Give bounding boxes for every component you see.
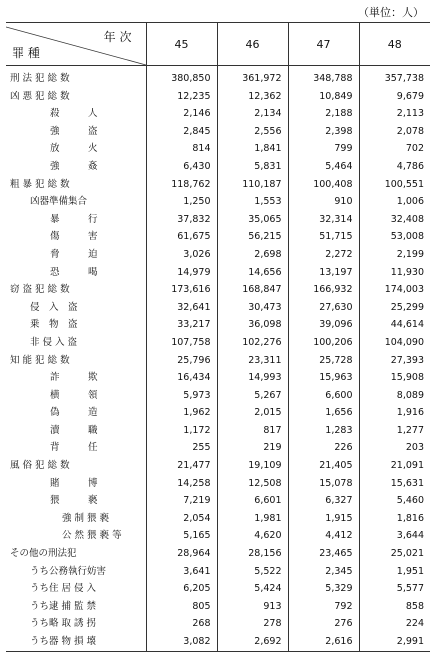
value-cell-46: 2,134: [217, 105, 288, 123]
value-cell-45: 25,796: [146, 352, 217, 370]
table-row: [6, 422, 430, 440]
row-label: 公 然 猥 褻 等: [62, 530, 122, 542]
table-row: [6, 387, 430, 405]
value-cell-48: 702: [359, 140, 430, 158]
value-cell-47: 5,464: [288, 158, 359, 176]
table-row: [6, 66, 430, 88]
value-cell-45: 3,026: [146, 246, 217, 264]
table-row: [6, 246, 430, 264]
value-cell-47: 15,963: [288, 369, 359, 387]
table-row: [6, 88, 430, 106]
table-row: [6, 545, 430, 563]
value-cell-46: 168,847: [217, 281, 288, 299]
row-label: 強 制 猥 褻: [62, 512, 110, 524]
value-cell-47: 2,188: [288, 105, 359, 123]
value-cell-45: 255: [146, 439, 217, 457]
table-row: [6, 193, 430, 211]
value-cell-48: 9,679: [359, 88, 430, 106]
row-label: 猥 褻: [50, 495, 98, 507]
value-cell-48: 15,908: [359, 369, 430, 387]
value-cell-47: 27,630: [288, 299, 359, 317]
value-cell-48: 2,078: [359, 123, 430, 141]
value-cell-46: 1,841: [217, 140, 288, 158]
corner-header-cell: [6, 23, 146, 66]
value-cell-46: 2,556: [217, 123, 288, 141]
value-cell-48: 100,551: [359, 176, 430, 194]
table-row: [6, 299, 430, 317]
table-row: [6, 492, 430, 510]
value-cell-45: 2,845: [146, 123, 217, 141]
value-cell-48: 858: [359, 598, 430, 616]
row-label: うち公務執行妨害: [30, 565, 107, 577]
row-label: 殺 人: [50, 108, 98, 120]
row-label: うち逮 捕 監 禁: [30, 600, 97, 612]
table-row: [6, 158, 430, 176]
value-cell-48: 27,393: [359, 352, 430, 370]
value-cell-47: 32,314: [288, 211, 359, 229]
value-cell-48: 174,003: [359, 281, 430, 299]
header-row: [6, 23, 430, 66]
value-cell-46: 35,065: [217, 211, 288, 229]
table-row: [6, 580, 430, 598]
row-label: 横 領: [50, 389, 98, 401]
value-cell-46: 5,522: [217, 563, 288, 581]
value-cell-46: 5,267: [217, 387, 288, 405]
value-cell-45: 32,641: [146, 299, 217, 317]
row-label: うち略 取 誘 拐: [30, 618, 97, 630]
value-cell-46: 278: [217, 615, 288, 633]
value-cell-47: 15,078: [288, 475, 359, 493]
value-cell-45: 5,165: [146, 527, 217, 545]
table-row: [6, 527, 430, 545]
value-cell-45: 21,477: [146, 457, 217, 475]
table-row: [6, 439, 430, 457]
value-cell-47: 6,327: [288, 492, 359, 510]
row-label: 偽 造: [50, 407, 98, 419]
value-cell-45: 61,675: [146, 228, 217, 246]
year-axis-label: 年 次: [103, 30, 132, 44]
value-cell-45: 107,758: [146, 334, 217, 352]
value-cell-47: 910: [288, 193, 359, 211]
row-label: 窃 盗 犯 総 数: [10, 284, 70, 296]
value-cell-46: 14,656: [217, 264, 288, 282]
year-header-48: 48: [359, 23, 430, 66]
value-cell-48: 2,199: [359, 246, 430, 264]
value-cell-46: 28,156: [217, 545, 288, 563]
row-label: うち器 物 損 壊: [6, 633, 146, 651]
table-row: [6, 404, 430, 422]
value-cell-45: 33,217: [146, 316, 217, 334]
row-label: 凶器準備集合: [30, 196, 88, 208]
value-cell-47: 23,465: [288, 545, 359, 563]
table-row: [6, 316, 430, 334]
value-cell-45: 268: [146, 615, 217, 633]
value-cell-45: 3,082: [146, 633, 217, 651]
value-cell-45: 814: [146, 140, 217, 158]
value-cell-48: 25,299: [359, 299, 430, 317]
table-row: [6, 105, 430, 123]
table-row: [6, 123, 430, 141]
row-label: 賭 博: [50, 477, 98, 489]
value-cell-45: 1,962: [146, 404, 217, 422]
value-cell-47: 166,932: [288, 281, 359, 299]
table-row: [6, 369, 430, 387]
value-cell-48: 203: [359, 439, 430, 457]
value-cell-46: 219: [217, 439, 288, 457]
value-cell-46: 2,015: [217, 404, 288, 422]
value-cell-46: 12,362: [217, 88, 288, 106]
value-cell-45: 1,250: [146, 193, 217, 211]
value-cell-48: 2,113: [359, 105, 430, 123]
table-row: [6, 615, 430, 633]
value-cell-47: 2,398: [288, 123, 359, 141]
value-cell-47: 4,412: [288, 527, 359, 545]
table-row: [6, 475, 430, 493]
value-cell-47: 2,345: [288, 563, 359, 581]
value-cell-45: 5,973: [146, 387, 217, 405]
table-row: [6, 510, 430, 528]
table-body: [6, 66, 430, 652]
value-cell-45: 1,172: [146, 422, 217, 440]
value-cell-46: 1,553: [217, 193, 288, 211]
value-cell-45: 16,434: [146, 369, 217, 387]
value-cell-45: 118,762: [146, 176, 217, 194]
value-cell-47: 25,728: [288, 352, 359, 370]
row-label: 知 能 犯 総 数: [10, 354, 70, 366]
value-cell-45: 6,205: [146, 580, 217, 598]
value-cell-48: 1,006: [359, 193, 430, 211]
row-label: 強 姦: [50, 160, 98, 172]
value-cell-46: 12,508: [217, 475, 288, 493]
value-cell-46: 110,187: [217, 176, 288, 194]
value-cell-48: 8,089: [359, 387, 430, 405]
value-cell-48: 357,738: [359, 66, 430, 88]
value-cell-48: 1,816: [359, 510, 430, 528]
value-cell-47: 10,849: [288, 88, 359, 106]
row-label: 暴 行: [50, 213, 98, 225]
row-label: 傷 害: [50, 231, 98, 243]
value-cell-46: 2,698: [217, 246, 288, 264]
value-cell-45: 3,641: [146, 563, 217, 581]
value-cell-46: 23,311: [217, 352, 288, 370]
value-cell-48: 53,008: [359, 228, 430, 246]
table-row: [6, 352, 430, 370]
value-cell-48: 1,277: [359, 422, 430, 440]
value-cell-45: 12,235: [146, 88, 217, 106]
value-cell-48: 1,916: [359, 404, 430, 422]
year-header-46: 46: [217, 23, 288, 66]
value-cell-48: 5,460: [359, 492, 430, 510]
value-cell-46: 5,831: [217, 158, 288, 176]
value-cell-46: 30,473: [217, 299, 288, 317]
value-cell-47: 5,329: [288, 580, 359, 598]
row-label: 非 侵 入 盗: [30, 336, 78, 348]
row-label: うち住 居 侵 入: [30, 583, 97, 595]
table-row: [6, 264, 430, 282]
table-row: [6, 140, 430, 158]
value-cell-48: 1,951: [359, 563, 430, 581]
value-cell-47: 226: [288, 439, 359, 457]
value-cell-46: 1,981: [217, 510, 288, 528]
year-header-47: 47: [288, 23, 359, 66]
row-label: 凶 悪 犯 総 数: [10, 90, 70, 102]
row-label: 背 任: [50, 442, 98, 454]
table-row: [6, 457, 430, 475]
row-label: 詐 欺: [50, 372, 98, 384]
value-cell-45: 28,964: [146, 545, 217, 563]
value-cell-47: 51,715: [288, 228, 359, 246]
value-cell-47: 1,656: [288, 404, 359, 422]
value-cell-48: 3,644: [359, 527, 430, 545]
value-cell-47: 39,096: [288, 316, 359, 334]
row-label: 乗 物 盗: [30, 319, 78, 331]
value-cell-46: 5,424: [217, 580, 288, 598]
value-cell-47: 2,616: [288, 633, 359, 651]
value-cell-46: 817: [217, 422, 288, 440]
value-cell-45: 2,146: [146, 105, 217, 123]
value-cell-47: 792: [288, 598, 359, 616]
row-label: 刑 法 犯 総 数: [10, 73, 70, 84]
value-cell-47: 276: [288, 615, 359, 633]
value-cell-46: 36,098: [217, 316, 288, 334]
value-cell-46: 913: [217, 598, 288, 616]
row-label: 瀆 職: [50, 424, 98, 436]
value-cell-47: 2,272: [288, 246, 359, 264]
value-cell-45: 2,054: [146, 510, 217, 528]
value-cell-48: 5,577: [359, 580, 430, 598]
value-cell-45: 37,832: [146, 211, 217, 229]
unit-label: （単位：人）: [358, 6, 424, 19]
value-cell-48: 21,091: [359, 457, 430, 475]
value-cell-48: 4,786: [359, 158, 430, 176]
value-cell-47: 100,408: [288, 176, 359, 194]
table-row: [6, 211, 430, 229]
table-row: [6, 176, 430, 194]
row-label: 強 盗: [50, 125, 98, 137]
value-cell-47: 6,600: [288, 387, 359, 405]
table-row: [6, 598, 430, 616]
table-row: [6, 563, 430, 581]
row-label: 粗 暴 犯 総 数: [10, 178, 70, 190]
value-cell-46: 4,620: [217, 527, 288, 545]
value-cell-48: 104,090: [359, 334, 430, 352]
table-row: [6, 633, 430, 651]
row-label: 脅 迫: [50, 248, 98, 260]
value-cell-47: 21,405: [288, 457, 359, 475]
value-cell-48: 32,408: [359, 211, 430, 229]
value-cell-48: 2,991: [359, 633, 430, 651]
value-cell-45: 380,850: [146, 66, 217, 88]
value-cell-46: 56,215: [217, 228, 288, 246]
row-label: その他の刑法犯: [10, 548, 77, 560]
value-cell-47: 1,915: [288, 510, 359, 528]
value-cell-47: 1,283: [288, 422, 359, 440]
value-cell-45: 14,979: [146, 264, 217, 282]
row-label: 恐 喝: [50, 266, 98, 278]
value-cell-45: 14,258: [146, 475, 217, 493]
value-cell-48: 224: [359, 615, 430, 633]
value-cell-45: 7,219: [146, 492, 217, 510]
value-cell-48: 11,930: [359, 264, 430, 282]
value-cell-47: 13,197: [288, 264, 359, 282]
value-cell-46: 14,993: [217, 369, 288, 387]
value-cell-48: 25,021: [359, 545, 430, 563]
value-cell-48: 15,631: [359, 475, 430, 493]
row-label: 放 火: [50, 143, 98, 155]
value-cell-46: 102,276: [217, 334, 288, 352]
value-cell-47: 100,206: [288, 334, 359, 352]
category-axis-label: 罪 種: [12, 46, 40, 60]
table-row: [6, 228, 430, 246]
row-label: 風 俗 犯 総 数: [10, 460, 70, 472]
table-row: [6, 281, 430, 299]
value-cell-48: 44,614: [359, 316, 430, 334]
value-cell-46: 6,601: [217, 492, 288, 510]
value-cell-45: 805: [146, 598, 217, 616]
value-cell-46: 2,692: [217, 633, 288, 651]
table-row: [6, 334, 430, 352]
value-cell-46: 361,972: [217, 66, 288, 88]
value-cell-46: 19,109: [217, 457, 288, 475]
value-cell-47: 799: [288, 140, 359, 158]
value-cell-45: 173,616: [146, 281, 217, 299]
row-label: 侵 入 盗: [30, 301, 78, 313]
value-cell-45: 6,430: [146, 158, 217, 176]
crime-statistics-table: [6, 22, 430, 652]
year-header-45: 45: [146, 23, 217, 66]
value-cell-47: 348,788: [288, 66, 359, 88]
